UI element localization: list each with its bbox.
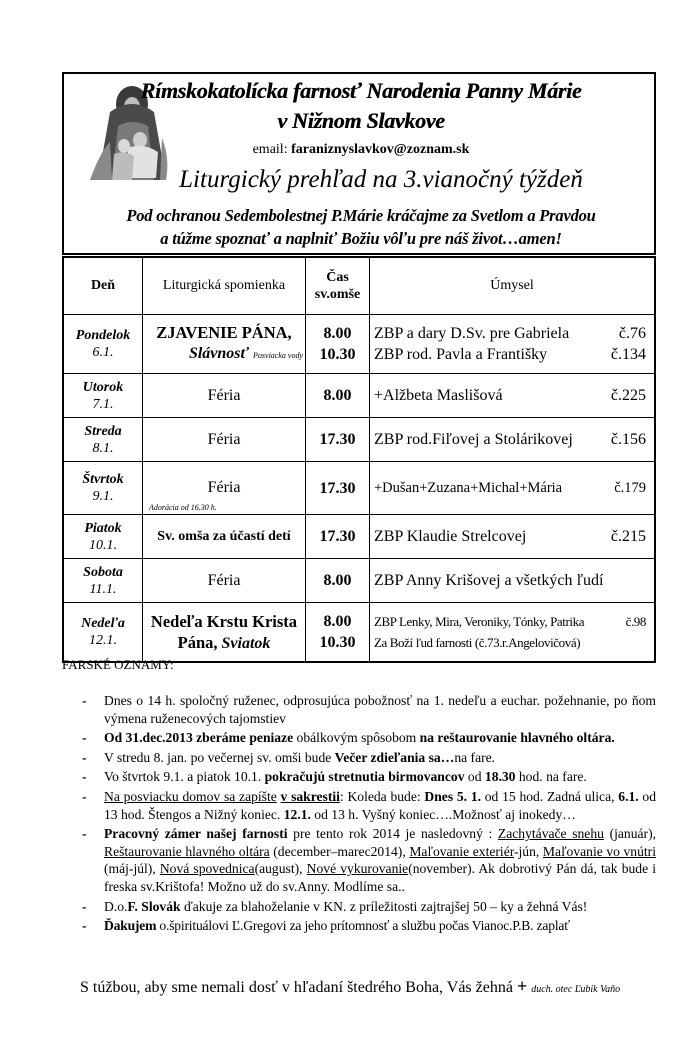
- table-row: [63, 603, 655, 663]
- mass-time: 8.00: [323, 325, 352, 342]
- notice-bold-underlined: v sakrestii: [280, 788, 340, 804]
- notice-text: (november). Ak dobrotivý Pán dá, tak bude i freska sv.Krištofa! Možno už do sv.Anny. Modlíme sa..: [104, 861, 657, 894]
- liturgy-note: Posviacka vody: [253, 351, 303, 360]
- notice-underlined: Reštaurovanie hlavného oltára: [104, 843, 270, 859]
- list-item: [90, 729, 656, 747]
- cross-icon: +: [516, 976, 528, 996]
- day-date: 12.1.: [89, 633, 117, 648]
- intention-text: ZBP rod. Pavla a Františky: [374, 346, 548, 363]
- day-name: Štvrtok: [82, 472, 124, 487]
- parish-location: v Nižnom Slavkove: [277, 108, 445, 133]
- notice-text: (január),: [603, 826, 657, 842]
- liturgy-schedule-table: [62, 256, 656, 663]
- notice-text: od: [464, 769, 485, 785]
- week-title: Liturgický prehľad na 3.vianočný týždeň: [179, 166, 583, 193]
- intention-number: č.215: [610, 528, 646, 545]
- motto-line-2: a túžme spoznať a naplniť Božiu vôľu pre náš život…amen!: [160, 229, 562, 248]
- notice-underlined: Zachytávače snehu: [497, 826, 604, 842]
- list-item: [90, 788, 656, 823]
- notice-underlined: Na posviacku domov sa zapíšte: [104, 788, 277, 804]
- day-date: 11.1.: [89, 581, 117, 597]
- notice-text: na fare.: [454, 749, 496, 765]
- header-time-line1: Čas: [326, 270, 349, 285]
- intention-number: č.134: [610, 346, 646, 363]
- notice-bold: 6.1.: [618, 788, 639, 804]
- mass-time: 17.30: [306, 515, 370, 559]
- day-name: Nedeľa: [81, 616, 125, 631]
- mass-time: 10.30: [319, 634, 356, 651]
- time-cell: [306, 603, 370, 663]
- day-date: 9.1.: [92, 489, 114, 504]
- intention-text: ZBP Anny Krišovej a všetkých ľudí: [374, 572, 604, 589]
- mass-time: 17.30: [306, 462, 370, 515]
- notice-underlined: Maľovanie exteriér: [409, 843, 514, 859]
- notice-bold: Večer zdieľania sa…: [334, 749, 455, 765]
- priest-signature: duch. otec Ľubik Vaňo: [531, 984, 621, 995]
- notice-bold: F. Slovák: [127, 898, 181, 914]
- table-row: [63, 418, 655, 462]
- liturgy-cell: [143, 315, 306, 374]
- intention-cell: [370, 603, 656, 663]
- notice-bold: 18.30: [484, 769, 516, 785]
- intention-text: +Alžbeta Maslišová: [374, 387, 503, 404]
- list-item: [90, 768, 656, 786]
- mass-time: 17.30: [306, 418, 370, 462]
- notice-text: : Koleda bude:: [339, 788, 425, 804]
- intention-cell: [370, 315, 656, 374]
- day-cell: [63, 559, 143, 603]
- parish-title: Rímskokatolícka farnosť Narodenia Panny Márie: [140, 78, 582, 103]
- header-time-line2: sv.omše: [314, 287, 361, 302]
- day-cell: [63, 603, 143, 663]
- notice-bold: Od 31.dec.2013 zberáme peniaze: [104, 730, 294, 746]
- notice-text: Dnes o 14 h. spoločný ruženec, odprosujúca pobožnosť na 1. nedeľu a euchar. požehnanie, po ňom výmena ruženecových tajomstiev: [104, 693, 656, 726]
- notice-text: pre tento rok 2014 je nasledovný :: [287, 826, 498, 842]
- email-line: [64, 142, 658, 158]
- header-intention: Úmysel: [370, 257, 656, 315]
- day-cell: [63, 374, 143, 418]
- intention-number: č.76: [618, 325, 646, 342]
- mass-time: 8.00: [306, 374, 370, 418]
- notice-bold: 12.1.: [283, 806, 311, 822]
- email-address[interactable]: faraniznyslavkov@zoznam.sk: [291, 142, 470, 157]
- closing-text: S túžbou, aby sme nemali dosť v hľadaní štedrého Boha, Vás žehná: [80, 979, 517, 996]
- intention-number: č.179: [614, 479, 646, 496]
- intention-text: ZBP a dary D.Sv. pre Gabriela: [374, 325, 570, 342]
- notice-text: (december–marec2014),: [269, 843, 410, 859]
- list-item: [90, 692, 656, 727]
- intention-cell: [370, 418, 656, 462]
- notice-text: (august),: [254, 861, 307, 877]
- intention-text: ZBP rod.Fiľovej a Stolárikovej: [374, 431, 573, 448]
- notice-text: ďakuje za blahoželanie v KN. z príležitosti zajtrajšej 50 – ky a žehná Vás!: [180, 898, 588, 914]
- notice-text: od 13 h. Vyšný koniec….Možnosť aj inokedy…: [310, 806, 576, 822]
- closing-blessing: [80, 976, 620, 997]
- notice-text: o.špirituálovi Ľ.Gregovi za jeho prítomnosť a službu počas Vianoc.P.B. zaplať: [156, 918, 570, 934]
- liturgy-cell: [143, 603, 306, 663]
- liturgy-rank: Sviatok: [221, 634, 271, 652]
- day-name: Sobota: [83, 564, 123, 580]
- liturgy-text: Féria: [207, 479, 241, 496]
- list-item: [90, 898, 656, 916]
- liturgy-cell: Sv. omša za účastí detí: [143, 515, 306, 559]
- header-liturgy: Liturgická spomienka: [143, 257, 306, 315]
- liturgy-cell: Féria: [143, 374, 306, 418]
- mass-time: 10.30: [319, 346, 356, 363]
- notice-bold: na reštaurovanie hlavného oltára.: [419, 730, 615, 746]
- list-item: [90, 825, 656, 895]
- day-name: Utorok: [82, 379, 124, 395]
- table-row: [63, 559, 655, 603]
- header-time: [306, 257, 370, 315]
- notice-bold: pokračujú stretnutia birmovancov: [264, 769, 465, 785]
- notice-text: obálkovým spôsobom: [293, 730, 420, 746]
- motto-line-1: Pod ochranou Sedembolestnej P.Márie kráčajme za Svetlom a Pravdou: [126, 206, 596, 225]
- notice-text: D.o.: [104, 898, 128, 914]
- liturgy-feast-cont: Pána,: [177, 632, 218, 652]
- notice-bold: Ďakujem: [104, 918, 157, 934]
- notice-bold: Pracovný zámer našej farnosti: [104, 826, 288, 842]
- notice-text: (máj-júl),: [104, 861, 160, 877]
- notice-text: V stredu 8. jan. po večernej sv. omši bude: [104, 749, 335, 765]
- intention-cell: [370, 515, 656, 559]
- liturgy-feast: Nedeľa Krstu Krista: [150, 611, 298, 631]
- email-label: email:: [252, 142, 288, 157]
- notice-underlined: Nové vykurovanie: [306, 861, 409, 877]
- list-item: [90, 917, 656, 935]
- intention-cell: [370, 559, 656, 603]
- notices-list: [90, 692, 656, 937]
- time-cell: [306, 315, 370, 374]
- day-cell: [63, 462, 143, 515]
- table-row: [63, 515, 655, 559]
- notice-underlined: Maľovanie vo vnútri: [542, 843, 656, 859]
- table-row: [63, 374, 655, 418]
- notice-text: hod. na fare.: [515, 769, 587, 785]
- table-header-row: [63, 257, 655, 315]
- notice-underlined: Nová spovednica: [159, 861, 255, 877]
- adoration-note: Adorácia od 16.30 h.: [149, 503, 217, 512]
- day-name: Piatok: [84, 520, 122, 536]
- intention-number: č.156: [610, 431, 646, 448]
- day-date: 8.1.: [92, 440, 114, 456]
- notices-title: FARSKÉ OZNAMY:: [62, 657, 174, 672]
- notice-text: -jún,: [514, 843, 543, 859]
- mass-time: 8.00: [323, 613, 352, 630]
- header-day: Deň: [63, 257, 143, 315]
- bulletin-header: [62, 72, 656, 255]
- liturgy-feast: ZJAVENIE PÁNA,: [156, 323, 292, 342]
- intention-cell: [370, 374, 656, 418]
- intention-text: ZBP Lenky, Mira, Veroniky, Tónky, Patrika: [374, 614, 585, 629]
- notice-text: od 15 hod. Zadná ulica,: [481, 788, 619, 804]
- day-cell: [63, 315, 143, 374]
- day-cell: [63, 418, 143, 462]
- day-date: 10.1.: [89, 537, 117, 553]
- notice-text: Vo štvrtok 9.1. a piatok 10.1.: [104, 769, 265, 785]
- intention-text: Za Boží ľud farnosti (č.73.r.Angelovičová): [374, 635, 581, 650]
- liturgy-cell: Féria: [143, 559, 306, 603]
- liturgy-rank: Slávnosť: [188, 345, 250, 362]
- liturgy-cell: [143, 462, 306, 515]
- notice-bold: Dnes 5. 1.: [424, 788, 482, 804]
- intention-text: ZBP Klaudie Strelcovej: [374, 528, 527, 545]
- list-item: [90, 749, 656, 767]
- intention-text: +Dušan+Zuzana+Michal+Mária: [374, 479, 563, 496]
- day-cell: [63, 515, 143, 559]
- intention-number: č.225: [610, 387, 646, 404]
- table-row: [63, 462, 655, 515]
- intention-cell: [370, 462, 656, 515]
- notice-text: od 13 hod. Štengos a Nižný koniec.: [104, 788, 656, 822]
- intention-number: č.98: [625, 614, 646, 629]
- day-date: 6.1.: [92, 345, 114, 360]
- day-date: 7.1.: [92, 396, 114, 412]
- day-name: Streda: [84, 423, 122, 439]
- day-name: Pondelok: [75, 328, 131, 343]
- mass-time: 8.00: [306, 559, 370, 603]
- liturgy-cell: Féria: [143, 418, 306, 462]
- table-row: [63, 315, 655, 374]
